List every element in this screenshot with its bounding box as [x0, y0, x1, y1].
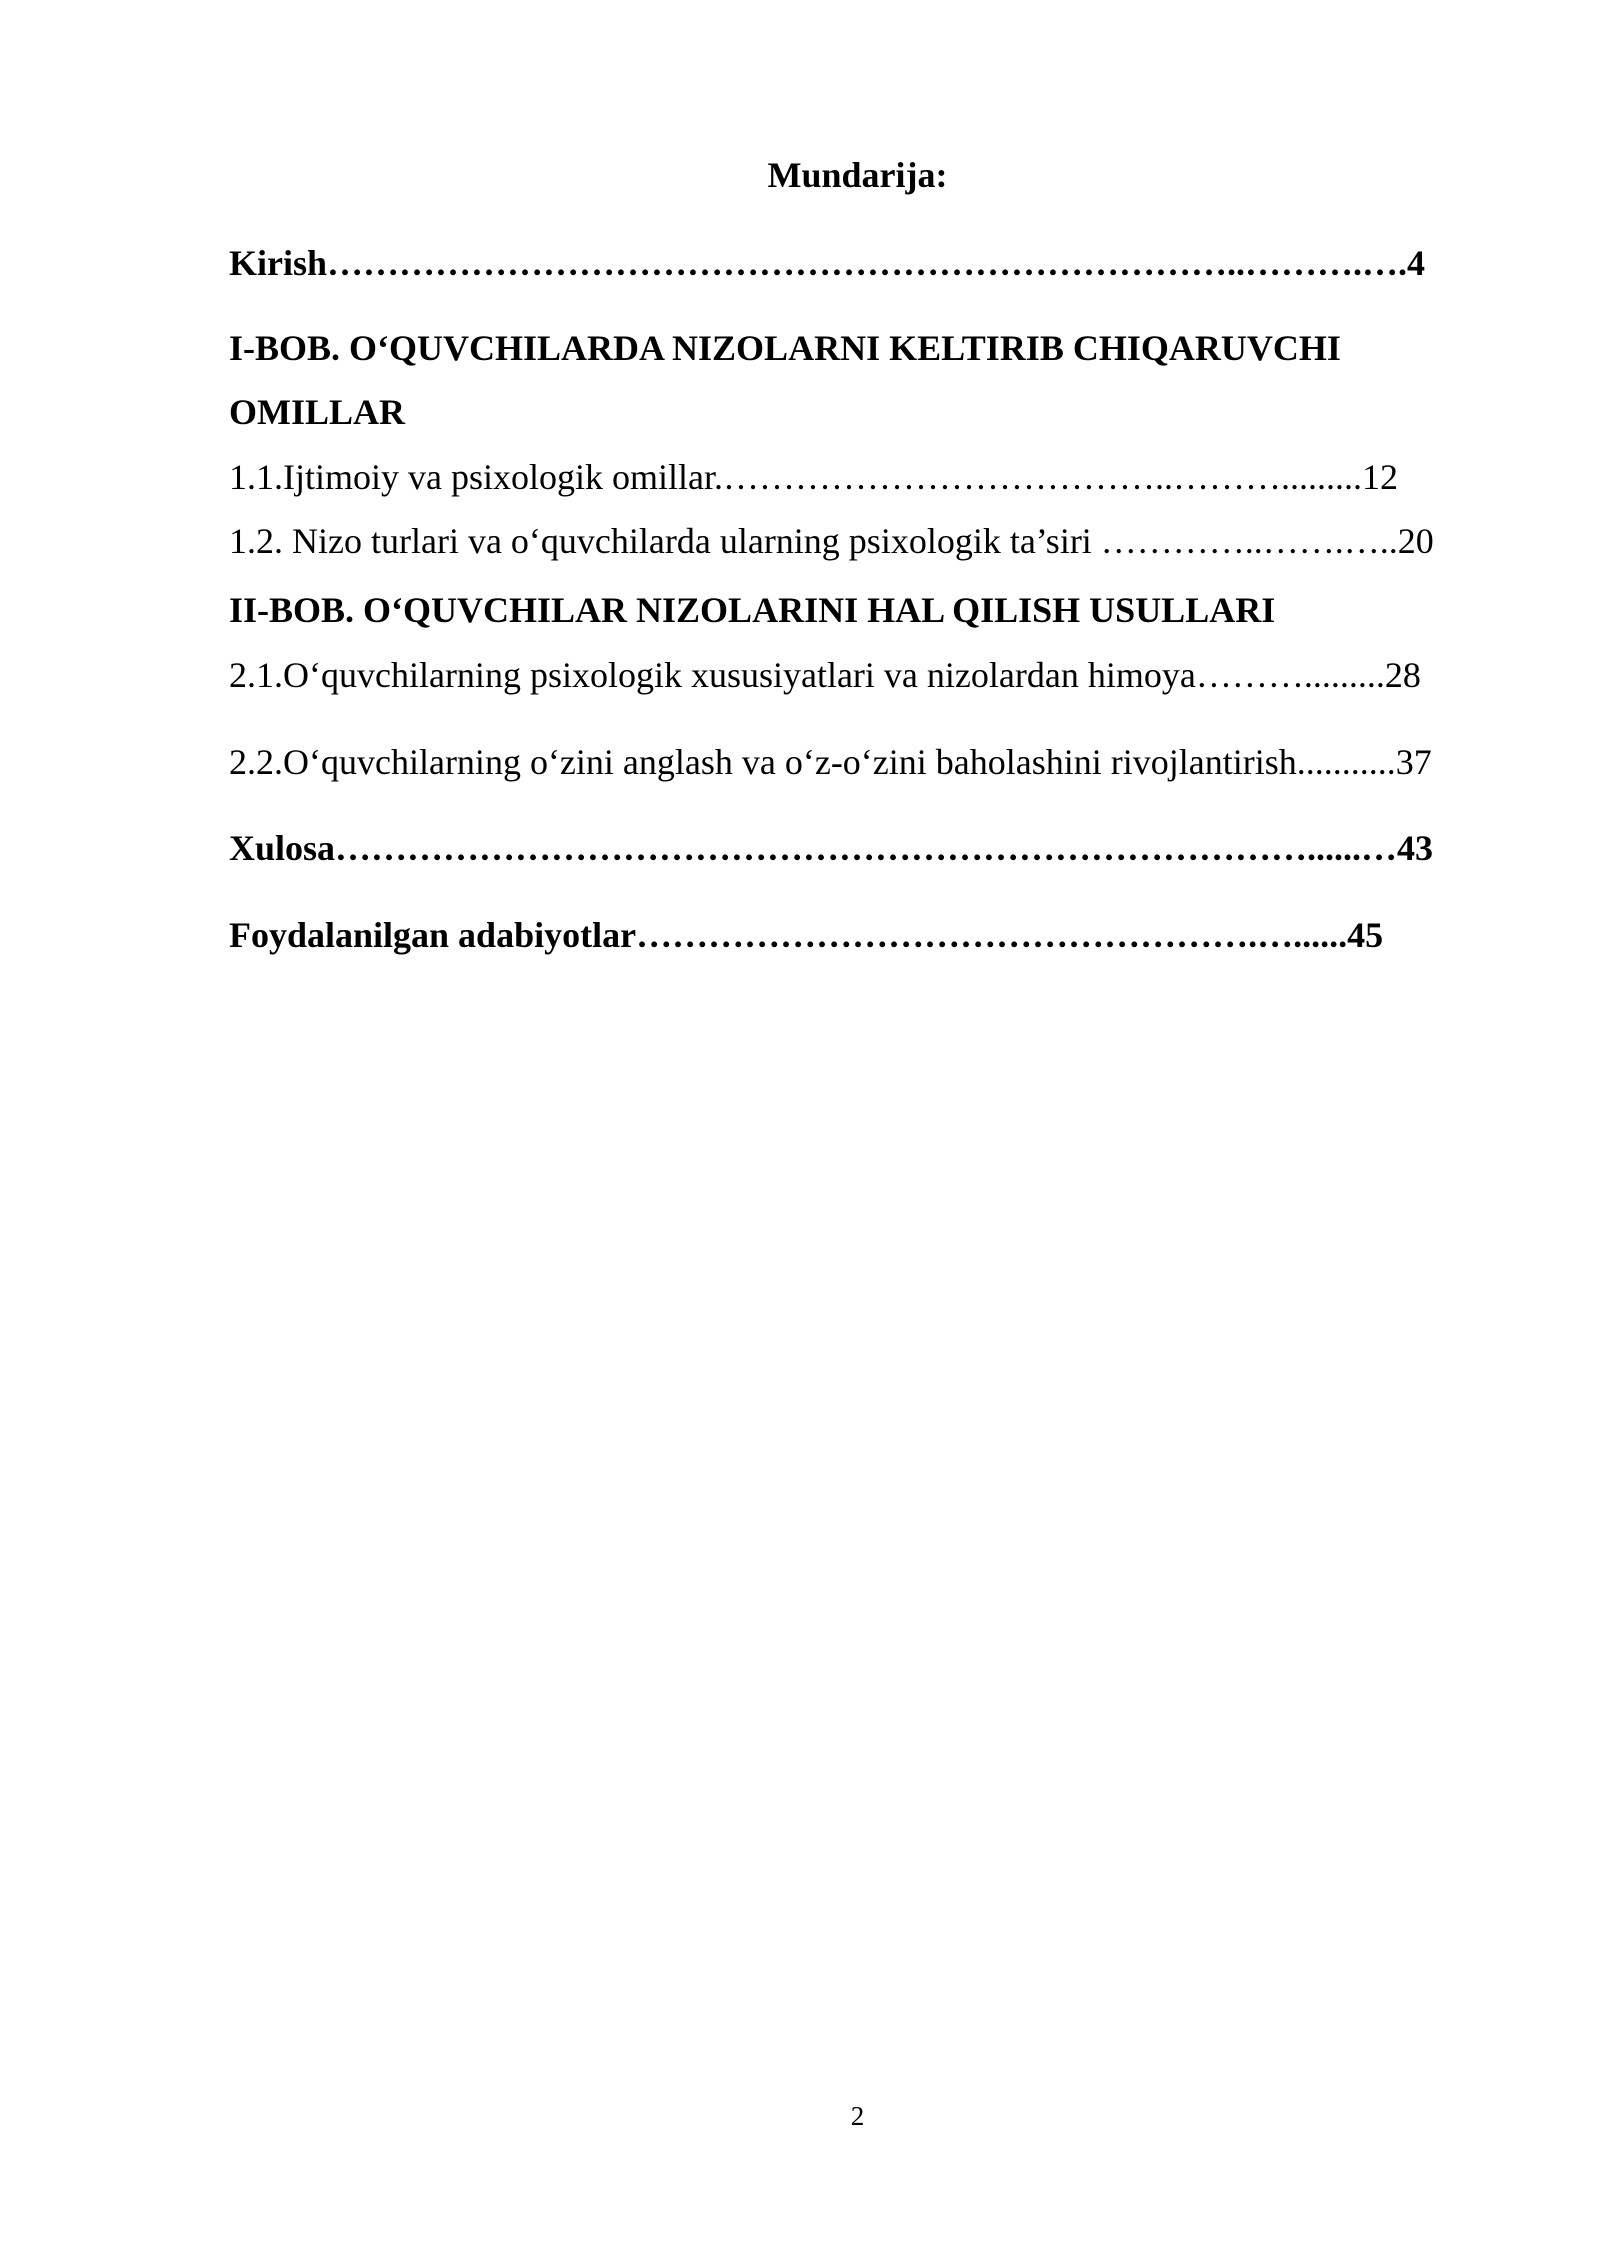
toc-chapter-1-heading-line-2: OMILLAR	[229, 392, 406, 432]
toc-chapter-1-heading-line-1: I-BOB. O‘QUVCHILARDA NIZOLARNI KELTIRIB CHIQARUVCHI	[229, 328, 1341, 368]
toc-entry-kirish: Kirish…………………………………………………………………..……….….4	[229, 243, 1426, 283]
toc-entry-foydalanilgan-adabiyotlar: Foydalanilgan adabiyotlar…………………………………………….…......45	[229, 915, 1384, 955]
toc-entry-xulosa: Xulosa………………………………………………………………………......…43	[229, 828, 1434, 868]
toc-title: Mundarija:	[767, 155, 948, 195]
toc-entry-1-1: 1.1.Ijtimoiy va psixologik omillar.………………………………..……….........12	[229, 457, 1398, 497]
toc-entry-1-2: 1.2. Nizo turlari va o‘quvchilarda ularning psixologik ta’siri …………..…….…..20	[229, 521, 1434, 561]
toc-chapter-2-heading: II-BOB. O‘QUVCHILAR NIZOLARINI HAL QILISH USULLARI	[229, 590, 1276, 630]
toc-entry-2-2: 2.2.O‘quvchilarning o‘zini anglash va o‘z-o‘zini baholashini rivojlantirish...........37	[229, 742, 1432, 782]
toc-entry-2-1: 2.1.O‘quvchilarning psixologik xususiyatlari va nizolardan himoya……….........28	[229, 655, 1421, 695]
page-number: 2	[850, 2101, 865, 2131]
